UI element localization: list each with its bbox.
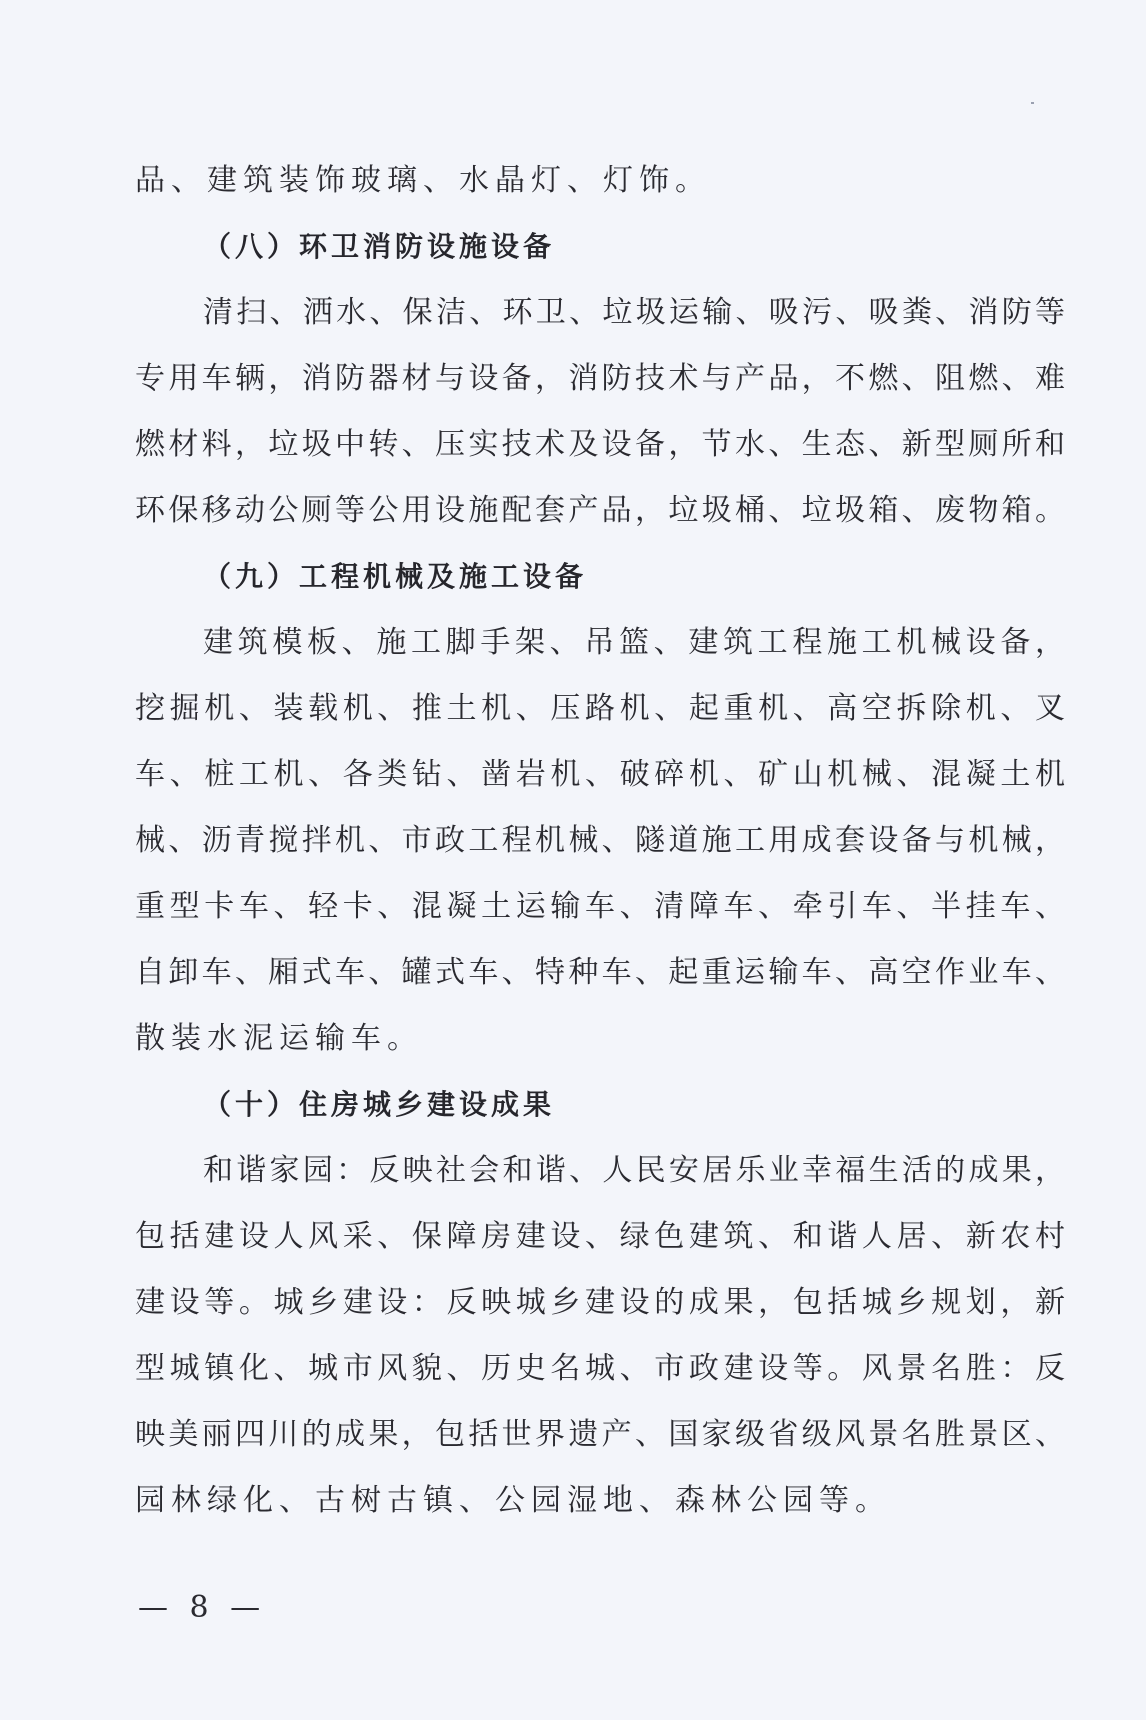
scan-speck: [1031, 102, 1034, 104]
section-heading-10: （十）住房城乡建设成果: [203, 1088, 556, 1121]
paragraph-line: 型城镇化、城市风貌、历史名城、市政建设等。风景名胜：反: [135, 1351, 1065, 1386]
page-number: — 8 —: [138, 1590, 267, 1625]
paragraph-line: 建筑模板、施工脚手架、吊篮、建筑工程施工机械设备，: [203, 625, 1065, 660]
paragraph-line: 和谐家园：反映社会和谐、人民安居乐业幸福生活的成果，: [203, 1153, 1065, 1188]
paragraph-line: 挖掘机、装载机、推土机、压路机、起重机、高空拆除机、叉: [135, 691, 1065, 726]
paragraph-line: 械、沥青搅拌机、市政工程机械、隧道施工用成套设备与机械，: [135, 823, 1065, 858]
paragraph-line: 车、桩工机、各类钻、凿岩机、破碎机、矿山机械、混凝土机: [135, 757, 1065, 792]
paragraph-line: 重型卡车、轻卡、混凝土运输车、清障车、牵引车、半挂车、: [135, 889, 1065, 924]
paragraph-line: 散装水泥运输车。: [135, 1021, 423, 1056]
section-heading-8: （八）环卫消防设施设备: [203, 230, 556, 263]
paragraph-line: 清扫、洒水、保洁、环卫、垃圾运输、吸污、吸粪、消防等: [203, 295, 1065, 330]
paragraph-line: 专用车辆，消防器材与设备，消防技术与产品，不燃、阻燃、难: [135, 361, 1065, 396]
paragraph-line: 品、建筑装饰玻璃、水晶灯、灯饰。: [135, 163, 711, 198]
paragraph-line: 映美丽四川的成果，包括世界遗产、国家级省级风景名胜景区、: [135, 1417, 1065, 1452]
paragraph-line: 园林绿化、古树古镇、公园湿地、森林公园等。: [135, 1483, 891, 1518]
paragraph-line: 建设等。城乡建设：反映城乡建设的成果，包括城乡规划，新: [135, 1285, 1065, 1320]
document-body: [135, 148, 1065, 1534]
section-heading-9: （九）工程机械及施工设备: [203, 560, 588, 593]
paragraph-line: 自卸车、厢式车、罐式车、特种车、起重运输车、高空作业车、: [135, 955, 1065, 990]
paragraph-line: 燃材料，垃圾中转、压实技术及设备，节水、生态、新型厕所和: [135, 427, 1065, 462]
paragraph-line: 环保移动公厕等公用设施配套产品，垃圾桶、垃圾箱、废物箱。: [135, 493, 1065, 528]
paragraph-line: 包括建设人风采、保障房建设、绿色建筑、和谐人居、新农村: [135, 1219, 1065, 1254]
